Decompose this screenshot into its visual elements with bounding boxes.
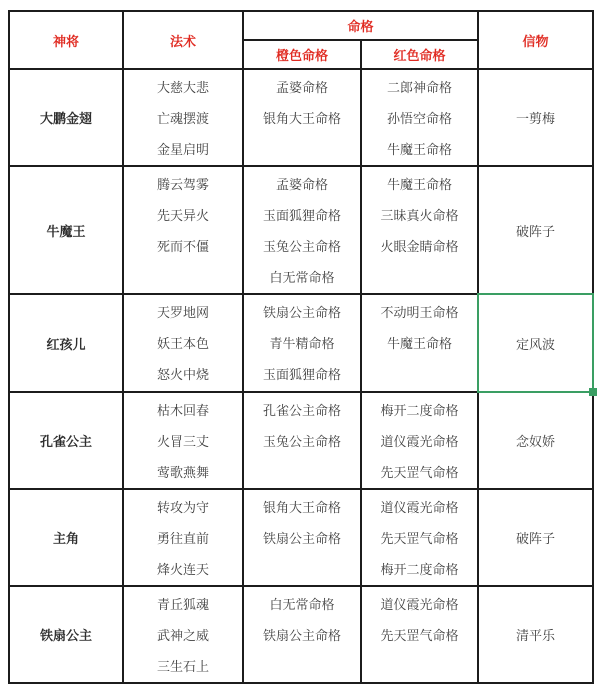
red-item: 先天罡气命格 xyxy=(380,531,459,546)
orange-item: 孟婆命格 xyxy=(275,177,328,192)
table-row xyxy=(9,392,593,489)
red-item: 孙悟空命格 xyxy=(387,111,453,126)
orange-list-cell xyxy=(243,294,361,392)
red-item: 牛魔王命格 xyxy=(387,336,453,351)
token-cell xyxy=(478,166,593,294)
token-label: 念奴娇 xyxy=(516,434,556,449)
token-cell xyxy=(478,392,593,489)
red-list-cell xyxy=(361,586,478,683)
orange-list-cell xyxy=(243,586,361,683)
general-name-cell: 孔雀公主 xyxy=(9,392,123,489)
token-cell xyxy=(478,586,593,683)
token-label: 破阵子 xyxy=(516,531,556,546)
token-label: 一剪梅 xyxy=(516,111,556,126)
general-name-cell: 牛魔王 xyxy=(9,166,123,294)
spells-list-cell xyxy=(123,586,243,683)
red-list-cell xyxy=(361,294,478,392)
orange-item: 铁扇公主命格 xyxy=(262,628,341,643)
token-label: 清平乐 xyxy=(516,628,556,643)
spells-item: 莺歌燕舞 xyxy=(156,465,209,480)
red-item: 牛魔王命格 xyxy=(387,142,453,157)
spells-item: 枯木回春 xyxy=(156,403,209,418)
table-row xyxy=(9,294,593,392)
spells-list-cell xyxy=(123,69,243,166)
orange-item: 银角大王命格 xyxy=(262,111,341,126)
orange-item: 玉兔公主命格 xyxy=(262,239,341,254)
spells-item: 大慈大悲 xyxy=(156,80,209,95)
red-item: 道仪霞光命格 xyxy=(380,434,459,449)
spells-item: 死而不僵 xyxy=(156,239,209,254)
token-label: 定风波 xyxy=(516,336,556,352)
spells-item: 妖王本色 xyxy=(156,336,209,351)
orange-item: 白无常命格 xyxy=(269,270,335,285)
orange-list-cell xyxy=(243,69,361,166)
spells-item: 武神之威 xyxy=(156,628,209,643)
header-general: 神将 xyxy=(9,11,123,69)
spells-item: 青丘狐魂 xyxy=(156,597,209,612)
spells-item: 勇往直前 xyxy=(156,531,209,546)
general-name-cell: 大鹏金翅 xyxy=(9,69,123,166)
red-item: 火眼金睛命格 xyxy=(380,239,459,254)
orange-item: 白无常命格 xyxy=(269,597,335,612)
token-cell xyxy=(478,489,593,586)
spells-item: 怒火中烧 xyxy=(156,367,209,382)
fate-table-header xyxy=(9,11,593,69)
red-list-cell xyxy=(361,392,478,489)
general-name-cell: 主角 xyxy=(9,489,123,586)
red-list-cell xyxy=(361,69,478,166)
selection-handle[interactable] xyxy=(589,388,597,396)
orange-item: 玉面狐狸命格 xyxy=(262,208,341,223)
spells-item: 亡魂摆渡 xyxy=(156,111,209,126)
red-item: 道仪霞光命格 xyxy=(380,500,459,515)
spells-list-cell xyxy=(123,489,243,586)
orange-item: 铁扇公主命格 xyxy=(262,531,341,546)
spells-list-cell xyxy=(123,294,243,392)
spells-item: 转攻为守 xyxy=(156,500,209,515)
red-item: 三昧真火命格 xyxy=(380,208,459,223)
token-label: 破阵子 xyxy=(516,223,556,239)
red-item: 二郎神命格 xyxy=(387,80,453,95)
spells-item: 天罗地网 xyxy=(156,305,209,320)
orange-item: 铁扇公主命格 xyxy=(262,305,341,320)
header-fate: 命格 xyxy=(243,11,478,40)
spells-list-cell xyxy=(123,166,243,294)
orange-item: 青牛精命格 xyxy=(269,336,335,351)
table-row xyxy=(9,166,593,294)
general-name-cell: 红孩儿 xyxy=(9,294,123,392)
header-fate-orange: 橙色命格 xyxy=(243,40,361,69)
header-row-top xyxy=(9,11,593,40)
spells-list-cell xyxy=(123,392,243,489)
table-row xyxy=(9,69,593,166)
header-fate-red: 红色命格 xyxy=(361,40,478,69)
red-item: 先天罡气命格 xyxy=(380,628,459,643)
spells-item: 烽火连天 xyxy=(156,562,209,577)
red-item: 先天罡气命格 xyxy=(380,465,459,480)
spells-item: 三生石上 xyxy=(156,659,209,674)
spells-item: 腾云驾雾 xyxy=(156,177,209,192)
table-row xyxy=(9,489,593,586)
fate-table xyxy=(8,10,594,684)
header-spells: 法术 xyxy=(123,11,243,69)
spells-item: 先天异火 xyxy=(156,208,209,223)
red-list-cell xyxy=(361,166,478,294)
red-item: 道仪霞光命格 xyxy=(380,597,459,612)
orange-item: 银角大王命格 xyxy=(262,500,341,515)
general-name-cell: 铁扇公主 xyxy=(9,586,123,683)
red-item: 梅开二度命格 xyxy=(380,562,459,577)
spells-item: 金星启明 xyxy=(156,142,209,157)
spells-item: 火冒三丈 xyxy=(156,434,209,449)
red-item: 不动明王命格 xyxy=(380,305,459,320)
orange-list-cell xyxy=(243,489,361,586)
token-cell xyxy=(478,294,593,392)
table-row xyxy=(9,586,593,683)
orange-item: 孔雀公主命格 xyxy=(262,403,341,418)
orange-list-cell xyxy=(243,392,361,489)
orange-list-cell xyxy=(243,166,361,294)
red-list-cell xyxy=(361,489,478,586)
red-item: 牛魔王命格 xyxy=(387,177,453,192)
header-token: 信物 xyxy=(478,11,593,69)
orange-item: 玉兔公主命格 xyxy=(262,434,341,449)
orange-item: 孟婆命格 xyxy=(275,80,328,95)
red-item: 梅开二度命格 xyxy=(380,403,459,418)
token-cell xyxy=(478,69,593,166)
orange-item: 玉面狐狸命格 xyxy=(262,367,341,382)
fate-table-body xyxy=(9,69,593,683)
